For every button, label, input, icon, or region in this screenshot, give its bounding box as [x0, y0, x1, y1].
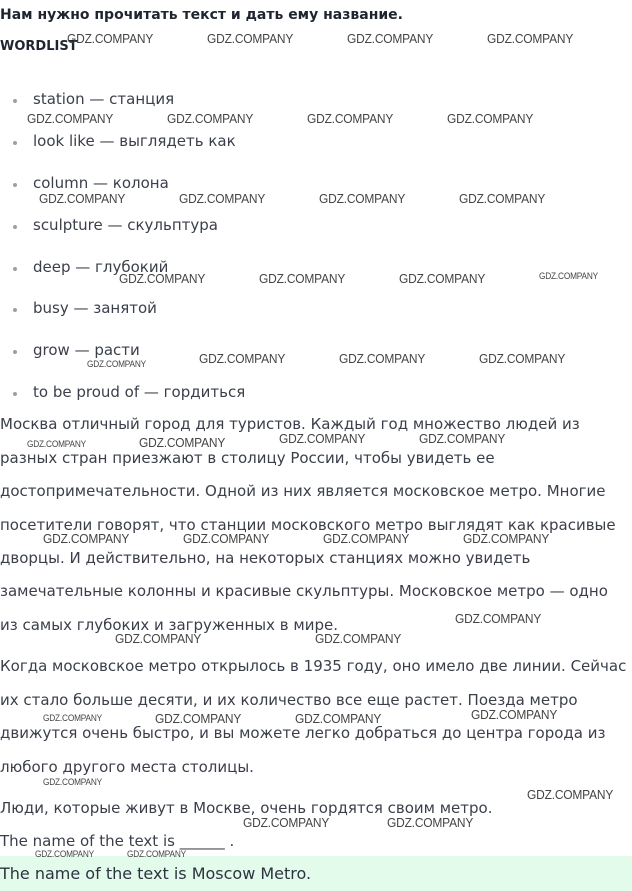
watermark: GDZ.COMPANY [43, 531, 130, 546]
watermark: GDZ.COMPANY [179, 191, 266, 206]
answer-text: The name of the text is Moscow Metro. [0, 864, 312, 883]
text-line: замечательные колонны и красивые скульптуры. Московское метро — одно [0, 582, 608, 600]
watermark: GDZ.COMPANY [323, 531, 410, 546]
watermark: GDZ.COMPANY [487, 31, 574, 46]
text-line: любого другого места столицы. [0, 758, 254, 776]
text-line: дворцы. И действительно, на некоторых станциях можно увидеть [0, 549, 531, 567]
watermark: GDZ.COMPANY [243, 815, 330, 830]
text-line: их стало больше десяти, и их количество все еще растет. Поезда метро [0, 691, 578, 709]
watermark: GDZ.COMPANY [127, 849, 187, 859]
watermark: GDZ.COMPANY [307, 111, 394, 126]
watermark: GDZ.COMPANY [319, 191, 406, 206]
watermark: GDZ.COMPANY [115, 631, 202, 646]
watermark: GDZ.COMPANY [259, 271, 346, 286]
text-line: Люди, которые живут в Москве, очень гордятся своим метро. [0, 799, 493, 817]
watermark: GDZ.COMPANY [539, 271, 599, 281]
watermark: GDZ.COMPANY [87, 359, 147, 369]
watermark: GDZ.COMPANY [455, 611, 542, 626]
answer-bar [0, 856, 632, 891]
text-line: достопримечательности. Одной из них является московское метро. Многие [0, 482, 606, 500]
wordlist-item: column — колона [14, 174, 169, 192]
watermark: GDZ.COMPANY [35, 849, 95, 859]
watermark: GDZ.COMPANY [39, 191, 126, 206]
wordlist-item: grow — расти [14, 341, 140, 359]
wordlist-item: look like — выглядеть как [14, 132, 236, 150]
watermark: GDZ.COMPANY [167, 111, 254, 126]
watermark: GDZ.COMPANY [139, 435, 226, 450]
question-line: The name of the text is ______ . [0, 832, 235, 850]
watermark: GDZ.COMPANY [27, 439, 87, 449]
watermark: GDZ.COMPANY [43, 777, 103, 787]
watermark: GDZ.COMPANY [387, 815, 474, 830]
text-line: Когда московское метро открылось в 1935 году, оно имело две линии. Сейчас [0, 657, 627, 675]
watermark: GDZ.COMPANY [347, 31, 434, 46]
watermark: GDZ.COMPANY [207, 31, 294, 46]
wordlist-item: deep — глубокий [14, 258, 168, 276]
watermark: GDZ.COMPANY [419, 431, 506, 446]
watermark: GDZ.COMPANY [479, 351, 566, 366]
watermark: GDZ.COMPANY [43, 713, 103, 723]
task-title: Нам нужно прочитать текст и дать ему название. [0, 7, 403, 23]
watermark: GDZ.COMPANY [183, 531, 270, 546]
watermark: GDZ.COMPANY [463, 531, 550, 546]
watermark: GDZ.COMPANY [279, 431, 366, 446]
watermark: GDZ.COMPANY [339, 351, 426, 366]
watermark: GDZ.COMPANY [119, 271, 206, 286]
wordlist-item: sculpture — скульптура [14, 216, 218, 234]
watermark: GDZ.COMPANY [67, 31, 154, 46]
watermark: GDZ.COMPANY [315, 631, 402, 646]
watermark: GDZ.COMPANY [399, 271, 486, 286]
wordlist-heading: WORDLIST [0, 39, 78, 54]
watermark: GDZ.COMPANY [459, 191, 546, 206]
watermark: GDZ.COMPANY [27, 111, 114, 126]
watermark: GDZ.COMPANY [447, 111, 534, 126]
text-line: движутся очень быстро, и вы можете легко добраться до центра города из [0, 724, 606, 742]
watermark: GDZ.COMPANY [155, 711, 242, 726]
wordlist-item: busy — занятой [14, 299, 157, 317]
watermark: GDZ.COMPANY [471, 707, 558, 722]
text-line: Москва отличный город для туристов. Каждый год множество людей из [0, 415, 580, 433]
text-line: разных стран приезжают в столицу России, чтобы увидеть ее [0, 449, 495, 467]
watermark: GDZ.COMPANY [199, 351, 286, 366]
watermark: GDZ.COMPANY [295, 711, 382, 726]
wordlist-item: station — станция [14, 90, 174, 108]
text-line: из самых глубоких и загруженных в мире. [0, 616, 338, 634]
wordlist-item: to be proud of — гордиться [14, 383, 245, 401]
watermark: GDZ.COMPANY [527, 787, 614, 802]
text-line: посетители говорят, что станции московского метро выглядят как красивые [0, 516, 616, 534]
